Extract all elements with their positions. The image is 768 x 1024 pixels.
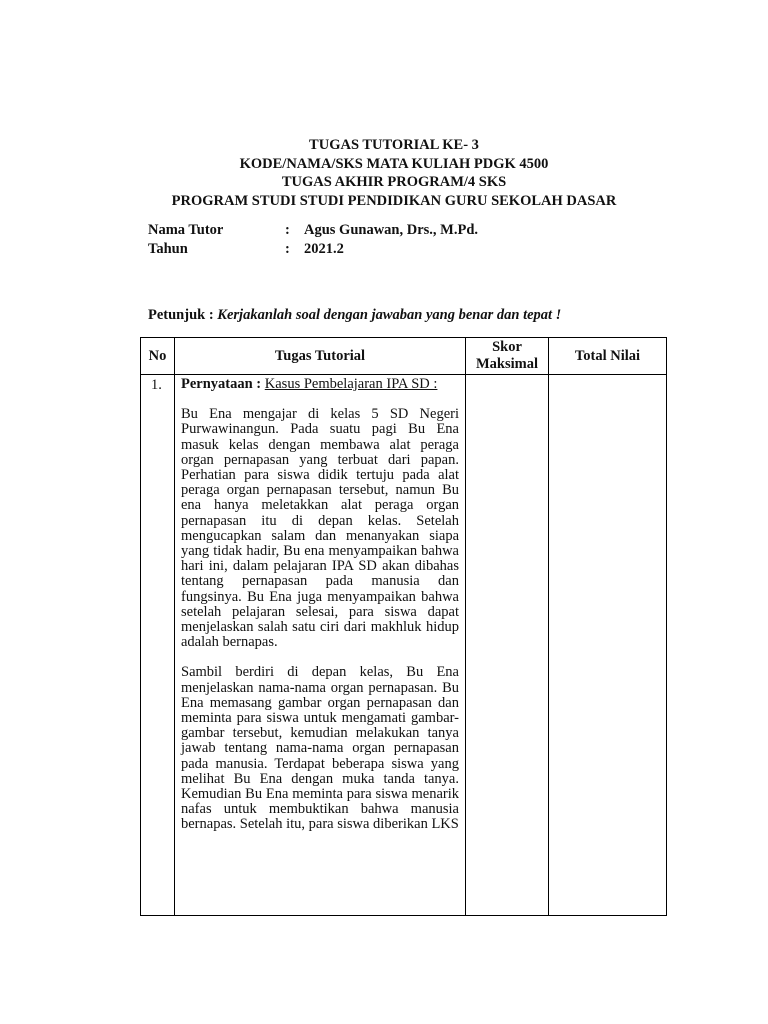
header-skor: Skor Maksimal — [466, 338, 549, 375]
tutor-name: Agus Gunawan, Drs., M.Pd. — [304, 222, 479, 238]
table-header-row — [141, 338, 667, 375]
case-paragraph-2: Sambil berdiri di depan kelas, Bu Ena menjelaskan nama-nama organ pernapasan. Bu Ena memasang gambar organ pernapasan dan meminta para siswa untuk mengamati gambar-gambar tersebut, kemudian melakukan tanya jawab tentang nama-nama organ pernapasan pada manusia. Terdapat beberapa siswa yang melihat Bu Ena dengan muka tanda tanya. Kemudian Bu Ena meminta para siswa menarik nafas untuk membuktikan bahwa manusia bernapas. Setelah itu, para siswa diberikan LKS — [181, 664, 459, 833]
table-row — [141, 375, 667, 916]
statement — [181, 377, 459, 392]
total-cell — [549, 375, 667, 916]
instruction-text: Kerjakanlah soal dengan jawaban yang benar dan tepat ! — [217, 307, 562, 323]
header-line-1: TUGAS TUTORIAL KE- 3 — [309, 137, 479, 153]
header-line-3: TUGAS AKHIR PROGRAM/4 SKS — [281, 174, 507, 190]
year-label: Tahun — [148, 241, 188, 257]
statement-value: Kasus Pembelajaran IPA SD : — [264, 376, 438, 392]
row-number: 1. — [141, 375, 175, 916]
score-cell — [466, 375, 549, 916]
header-total: Total Nilai — [549, 338, 667, 375]
header-line-2: KODE/NAMA/SKS MATA KULIAH PDGK 4500 — [239, 155, 549, 172]
statement-label: Pernyataan : — [181, 376, 262, 392]
task-cell — [175, 375, 466, 916]
tutor-label: Nama Tutor — [148, 222, 224, 238]
instruction-label: Petunjuk : — [148, 307, 214, 323]
year-value: 2021.2 — [304, 241, 344, 257]
header-no: No — [141, 338, 175, 375]
header-tugas: Tugas Tutorial — [175, 338, 466, 375]
document-header — [0, 136, 768, 210]
tutorial-table — [140, 337, 667, 916]
header-line-4: PROGRAM STUDI STUDI PENDIDIKAN GURU SEKOLAH DASAR — [171, 192, 617, 209]
case-paragraph-1: Bu Ena mengajar di kelas 5 SD Negeri Purwawinangun. Pada suatu pagi Bu Ena masuk kelas dengan membawa alat peraga organ pernapasan yang terbuat dari papan. Perhatian para siswa didik tertuju pada alat peraga organ pernapasan tersebut, namun Bu ena hanya meletakkan alat peraga organ pernapasan itu di depan kelas. Setelah mengucapkan salam dan menanyakan siapa yang tidak hadir, Bu ena menyampaikan bahwa hari ini, dalam pelajaran IPA SD akan dibahas tentang pernapasan pada manusia dan fungsinya. Bu Ena juga menyampaikan bahwa setelah pelajaran selesai, para siswa dapat menjelaskan salah satu ciri dari makhluk hidup adalah bernapas. — [181, 406, 459, 651]
tutor-colon: : — [285, 222, 290, 238]
instruction — [148, 307, 561, 324]
year-colon: : — [285, 241, 290, 257]
